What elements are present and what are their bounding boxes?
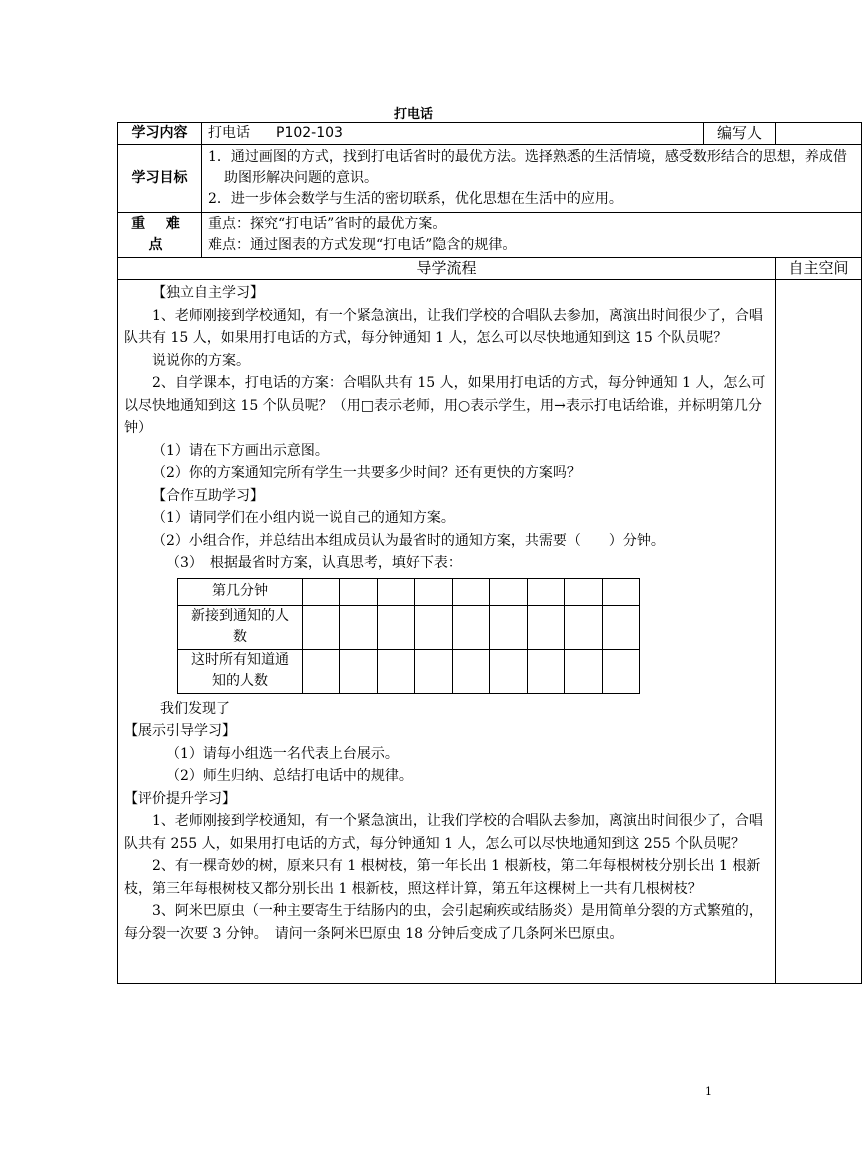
blank-cell[interactable] bbox=[452, 605, 489, 649]
flow-label: 导学流程 bbox=[118, 258, 776, 280]
evaluation-q2: 2、有一棵奇妙的树，原来只有 1 根树枝，第一年长出 1 根新枝，第二年每根树枝分别长出 1 根新枝，第三年每根树枝又都分别长出 1 根新枝，照这样计算，第五年这棵树上一共有几根树枝？ bbox=[124, 858, 761, 897]
key-point-important: 重点：探究“打电话”省时的最优方案。 bbox=[208, 216, 447, 232]
page-number: 1 bbox=[705, 1085, 712, 1098]
blank-cell[interactable] bbox=[490, 649, 527, 693]
independent-q2-1: （1）请在下方画出示意图。 bbox=[152, 442, 329, 459]
content-value: 打电话 bbox=[208, 125, 250, 141]
blank-cell[interactable] bbox=[527, 605, 564, 649]
goal-item-2: 2．进一步体会数学与生活的密切联系，优化思想在生活中的应用。 bbox=[208, 191, 623, 207]
section-cooperative-title: 【合作互助学习】 bbox=[152, 487, 264, 504]
blank-cell[interactable] bbox=[527, 578, 564, 605]
blank-cell[interactable] bbox=[602, 578, 640, 605]
cooperative-q1: （1）请同学们在小组内说一说自己的通知方案。 bbox=[152, 510, 455, 526]
blank-cell[interactable] bbox=[415, 578, 452, 605]
independent-q1: 1、老师刚接到学校通知，有一个紧急演出，让我们学校的合唱队去参加，离演出时间很少了，合唱队共有 15 人，如果用打电话的方式，每分钟通知 1 人，怎么可以尽快地通知到这 15 个队员呢？ bbox=[124, 307, 763, 346]
blank-cell[interactable] bbox=[415, 605, 452, 649]
flow-content bbox=[118, 280, 776, 984]
content-pages: P102-103 bbox=[276, 125, 343, 141]
blank-cell[interactable] bbox=[565, 649, 602, 693]
row-total-label: 这时所有知道通知的人数 bbox=[178, 649, 303, 693]
blank-cell[interactable] bbox=[377, 605, 414, 649]
key-points-cell bbox=[202, 213, 862, 258]
blank-cell[interactable] bbox=[602, 649, 640, 693]
independent-q2-2: （2）你的方案通知完所有学生一共要多少时间？还有更快的方案吗？ bbox=[152, 465, 581, 481]
goals-cell bbox=[202, 145, 862, 213]
goals-label: 学习目标 bbox=[118, 145, 202, 213]
fill-in-table bbox=[177, 578, 640, 694]
independent-q2: 2、自学课本，打电话的方案：合唱队共有 15 人，如果用打电话的方式，每分钟通知 1 人，怎么可以尽快地通知到这 15 个队员呢？（用□表示老师，用○表示学生，用→表示打电话给谁，并标明第几分钟） bbox=[124, 375, 766, 436]
page-title: 打电话 bbox=[393, 107, 433, 122]
blank-cell[interactable] bbox=[303, 649, 340, 693]
section-evaluation-title: 【评价提升学习】 bbox=[124, 790, 236, 807]
key-points-label: 重 难 点 bbox=[118, 213, 202, 258]
blank-cell[interactable] bbox=[452, 578, 489, 605]
content-label: 学习内容 bbox=[118, 123, 202, 145]
lesson-table bbox=[117, 122, 862, 984]
blank-cell[interactable] bbox=[340, 649, 377, 693]
blank-cell[interactable] bbox=[303, 605, 340, 649]
self-space-area bbox=[776, 280, 862, 984]
evaluation-q1: 1、老师刚接到学校通知，有一个紧急演出，让我们学校的合唱队去参加，离演出时间很少了，合唱队共有 255 人，如果用打电话的方式，每分钟通知 1 人，怎么可以尽快地通知到这 255 个队员呢？ bbox=[124, 813, 763, 852]
blank-cell[interactable] bbox=[377, 649, 414, 693]
showcase-q2: （2）师生归纳、总结打电话中的规律。 bbox=[166, 768, 413, 784]
independent-say: 说说你的方案。 bbox=[152, 352, 250, 369]
key-point-difficult: 难点：通过图表的方式发现“打电话”隐含的规律。 bbox=[208, 237, 517, 253]
cooperative-q3: （3） 根据最省时方案，认真思考，填好下表： bbox=[166, 555, 462, 571]
blank-cell[interactable] bbox=[490, 605, 527, 649]
author-label: 编写人 bbox=[704, 123, 776, 145]
blank-cell[interactable] bbox=[602, 605, 640, 649]
blank-cell[interactable] bbox=[490, 578, 527, 605]
blank-cell[interactable] bbox=[340, 578, 377, 605]
goal-item-1: 1．通过画图的方式，找到打电话省时的最优方法。选择熟悉的生活情境，感受数形结合的思想，养成借助图形解决问题的意识。 bbox=[208, 149, 847, 186]
we-found: 我们发现了 bbox=[160, 700, 230, 717]
blank-cell[interactable] bbox=[340, 605, 377, 649]
section-showcase-title: 【展示引导学习】 bbox=[124, 723, 236, 739]
self-space-label: 自主空间 bbox=[776, 258, 862, 280]
row-new-label: 新接到通知的人数 bbox=[178, 605, 303, 649]
blank-cell[interactable] bbox=[452, 649, 489, 693]
blank-cell[interactable] bbox=[527, 649, 564, 693]
evaluation-q3: 3、阿米巴原虫（一种主要寄生于结肠内的虫，会引起痢疾或结肠炎）是用简单分裂的方式繁殖的，每分裂一次要 3 分钟。 请问一条阿米巴原虫 18 分钟后变成了几条阿米巴原虫。 bbox=[124, 903, 763, 942]
blank-cell[interactable] bbox=[565, 578, 602, 605]
blank-cell[interactable] bbox=[415, 649, 452, 693]
content-value-cell bbox=[202, 123, 704, 145]
cooperative-q2: （2）小组合作，并总结出本组成员认为最省时的通知方案，共需要（ ）分钟。 bbox=[152, 532, 665, 549]
showcase-q1: （1）请每小组选一名代表上台展示。 bbox=[166, 745, 399, 762]
blank-cell[interactable] bbox=[303, 578, 340, 605]
blank-cell[interactable] bbox=[565, 605, 602, 649]
author-value bbox=[776, 123, 862, 145]
blank-cell[interactable] bbox=[377, 578, 414, 605]
row-minute-label: 第几分钟 bbox=[178, 578, 303, 605]
section-independent-title: 【独立自主学习】 bbox=[152, 285, 264, 301]
